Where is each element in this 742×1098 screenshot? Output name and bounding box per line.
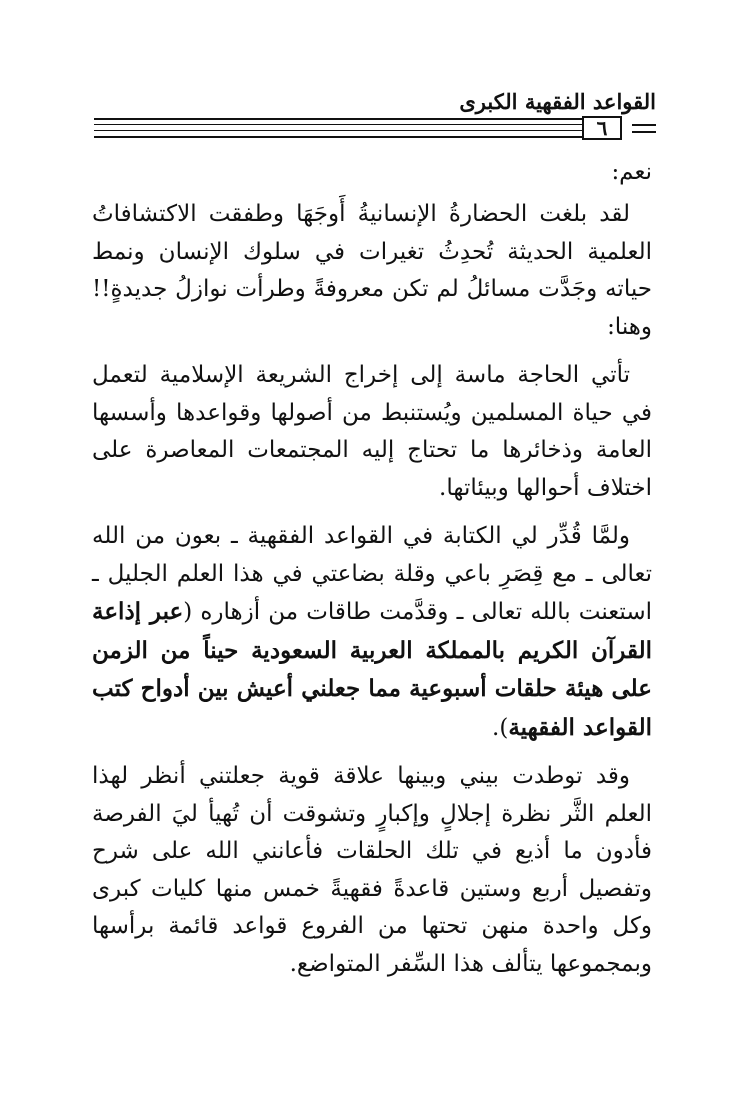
paragraph-text: ). — [492, 714, 509, 741]
header-rule — [94, 118, 582, 120]
paragraph: تأتي الحاجة ماسة إلى إخراج الشريعة الإسلامية لتعمل في حياة المسلمين ويُستنبط من أصولها وقواعدها وأسسها العامة وذخائرها ما تحتاج إليه المجتمعات المعاصرة على اختلاف أحوالها وبيئاتها. — [92, 362, 652, 501]
header-ornament — [632, 131, 656, 133]
body-text — [92, 152, 652, 994]
paragraph-text: ولمَّا قُدِّر لي الكتابة في القواعد الفقهية ـ بعون من الله تعالى ـ مع قِصَرِ باعي وقلة بضاعتي في هذا العلم الجليل ـ استعنت بالله تعالى ـ وقدَّمت طاقات من أزهاره ( — [92, 523, 652, 625]
header-rule — [94, 124, 582, 125]
section-heading: نعم: — [611, 159, 652, 185]
paragraph: لقد بلغت الحضارةُ الإنسانيةُ أَوجَهَا وطفقت الاكتشافاتُ العلمية الحديثة تُحدِثُ تغيرات في سلوك الإنسان ونمط حياته وجَدَّت مسائلُ لم تكن معروفةً وطرأت نوازلُ جديدةٍ!! وهنا: — [92, 201, 652, 340]
header-ornament — [632, 124, 656, 126]
running-title: القواعد الفقهية الكبرى — [459, 89, 656, 114]
paragraph: وقد توطدت بيني وبينها علاقة قوية جعلتني أنظر لهذا العلم الثَّر نظرة إجلالٍ وإكبارٍ وتشوقت أن تُهيأ ليَ الفرصة فأدون ما أذيع في تلك الحلقات فأعانني الله على شرح وتفصيل أربع وستين قاعدةً فقهيةً خمس منها كليات كبرى وكل واحدة منهن تحتها من الفروع قواعد قائمة برأسها وبمجموعها يتألف هذا السِّفر المتواضع. — [92, 763, 652, 977]
header-rule — [94, 136, 582, 138]
page-number: ٦ — [582, 116, 622, 140]
header-rule — [94, 130, 582, 131]
bold-paragraph-text: عبر إذاعة القرآن الكريم بالمملكة العربية السعودية حيناً من الزمن على هيئة حلقات أسبوعية مما جعلني أعيش بين أدواح كتب القواعد الفقهية — [92, 598, 652, 741]
paragraph — [92, 518, 652, 747]
